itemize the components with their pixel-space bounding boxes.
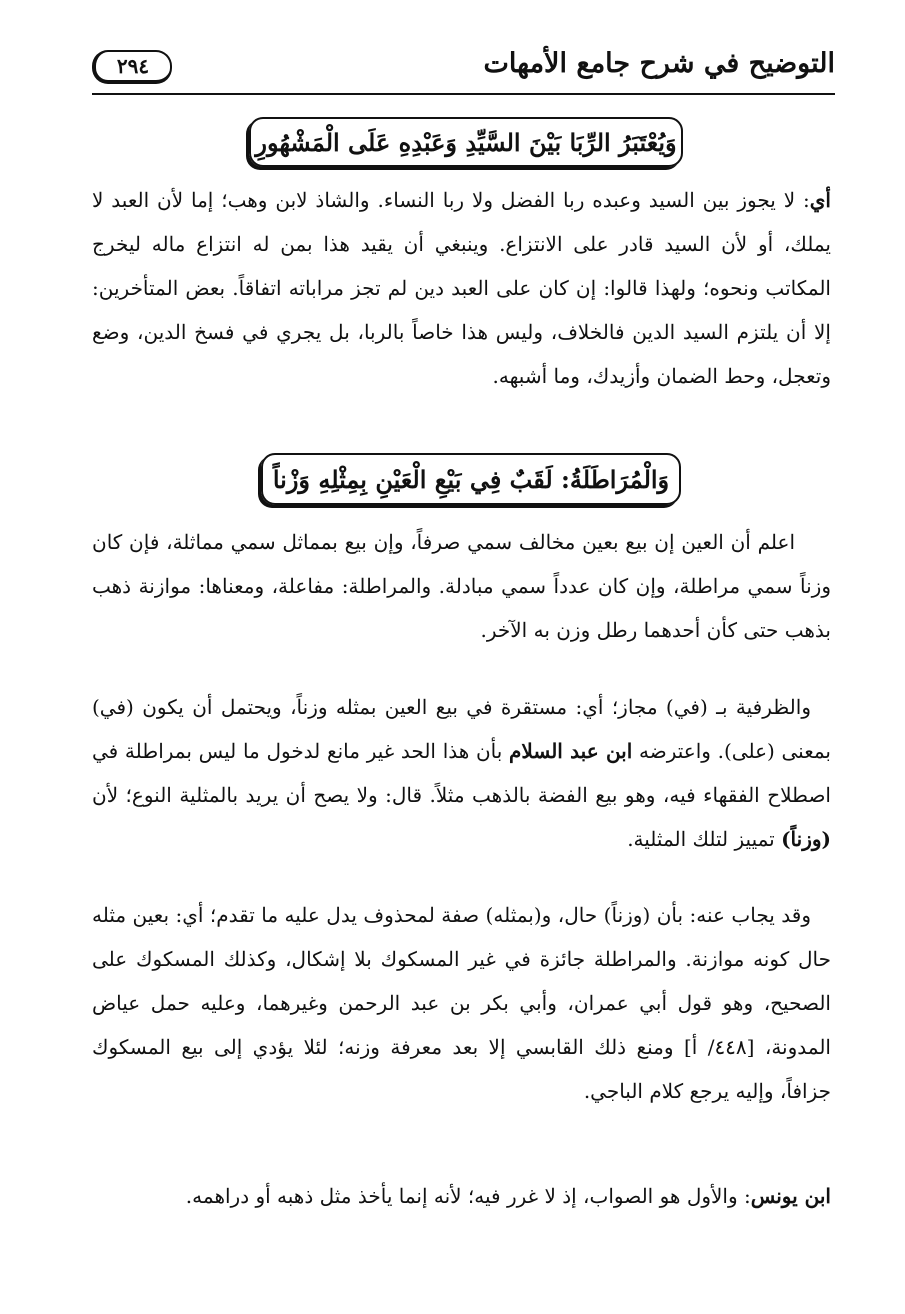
page-header — [92, 38, 835, 98]
ibn-yunus-name: ابن يونس — [750, 1184, 831, 1208]
paragraph-3-part-1: والظرفية بـ (في) مجاز؛ أي: مستقرة في بيع العين بمثله وزناً، ويحتمل أن يكون (في) بمعنى (على). واعترضه — [92, 695, 831, 763]
paragraph-2 — [92, 520, 831, 652]
wazna-term: (وزناً) — [781, 827, 831, 851]
header-divider — [92, 93, 835, 95]
paragraph-1-text: : لا يجوز بين السيد وعبده ربا الفضل ولا ربا النساء. والشاذ لابن وهب؛ إما لأن العبد لا يملك، أو لأن السيد قادر على الانتزاع. وينبغي أن يقيد هذا بمن له انتزاع ماله ليخرج المكاتب ونحوه؛ ولهذا قالوا: إن كان على العبد دين لم تجز مراباته اتفاقاً. بعض المتأخرين: إلا أن يلتزم السيد الدين فالخلاف، وليس هذا خاصاً بالربا، بل يجري في فسخ الدين، وضع وتعجل، وحط الضمان وأزيدك، وما أشبهه. — [92, 188, 831, 388]
ibn-abd-salam-name: ابن عبد السلام — [509, 739, 633, 763]
section-heading-murataala: وَالْمُرَاطَلَةُ: لَقَبٌ فِي بَيْعِ الْعَيْنِ بِمِثْلِهِ وَزْناً — [261, 453, 681, 505]
paragraph-4-text: وقد يجاب عنه: بأن (وزناً) حال، و(بمثله) صفة لمحذوف يدل عليه ما تقدم؛ أي: بعين مثله حال كونه موازنة. والمراطلة جائزة في غير المسكوك بلا إشكال، وكذلك المسكوك على الصحيح، وهو قول أبي عمران، وأبي بكر بن عبد الرحمن وغيرهما، وعليه حمل عياض المدونة، [٤٤٨/ أ] ومنع ذلك القابسي إلا بعد معرفة وزنه؛ لئلا يؤدي إلى بيع المسكوك جزافاً، وإليه يرجع كلام الباجي. — [92, 903, 831, 1103]
paragraph-5-text: : والأول هو الصواب، إذ لا غرر فيه؛ لأنه إنما يأخذ مثل ذهبه أو دراهمه. — [185, 1184, 751, 1208]
paragraph-3 — [92, 685, 831, 861]
paragraph-1 — [92, 178, 831, 398]
running-title: التوضيح في شرح جامع الأمهات — [483, 48, 835, 79]
paragraph-1-lead: أي — [809, 188, 831, 212]
paragraph-4 — [92, 893, 831, 1113]
paragraph-5 — [92, 1174, 831, 1218]
section-heading-riba: وَيُعْتَبَرُ الرِّبَا بَيْنَ السَّيِّدِ وَعَبْدِهِ عَلَى الْمَشْهُورِ — [249, 117, 683, 167]
paragraph-3-part-2: بأن هذا الحد غير مانع لدخول ما ليس بمراطلة في اصطلاح الفقهاء فيه، وهو بيع الفضة بالذهب مثلاً. قال: ولا يصح أن يريد بالمثلية النوع؛ لأن — [92, 739, 831, 807]
paragraph-2-text: اعلم أن العين إن بيع بعين مخالف سمي صرفاً، وإن بيع بمماثل سمي مماثلة، فإن كان وزناً سمي مراطلة، وإن كان عدداً سمي مبادلة. والمراطلة: مفاعلة، ومعناها: موازنة ذهب بذهب حتى كأن أحدهما رطل وزن به الآخر. — [92, 530, 831, 642]
page-number: ٢٩٤ — [92, 50, 172, 84]
paragraph-3-part-3: تمييز لتلك المثلية. — [627, 827, 782, 851]
